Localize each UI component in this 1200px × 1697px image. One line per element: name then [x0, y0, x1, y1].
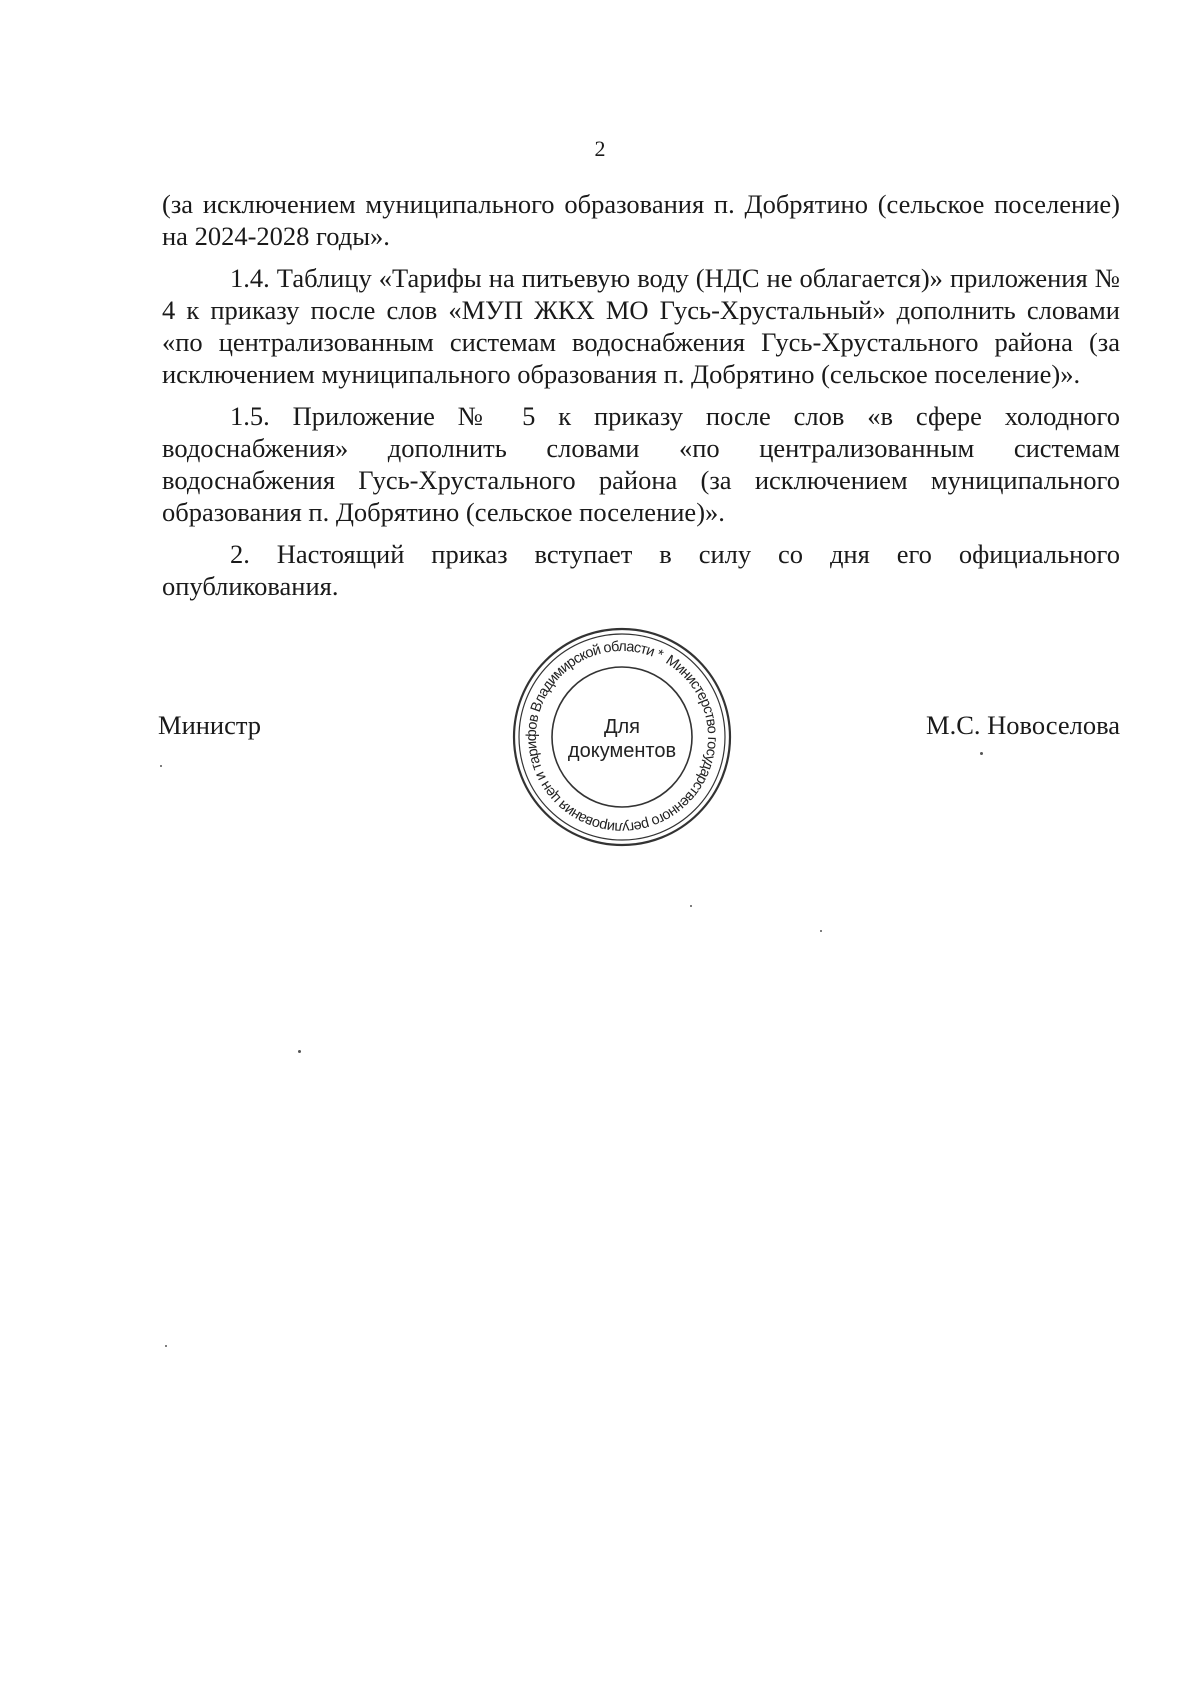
- document-body: [162, 188, 1120, 612]
- paragraph-1-5: 1.5. Приложение № 5 к приказу после слов «в сфере холодного водоснабжения» дополнить словами «по централизованным системам водоснабжения Гусь-Хрустального района (за исключением муниципального образования п. Добрятино (сельское поселение)».: [162, 401, 1120, 527]
- paragraph-continuation: (за исключением муниципального образования п. Добрятино (сельское поселение) на 2024-2028 годы».: [162, 189, 1120, 251]
- scan-speck: [980, 752, 983, 755]
- paragraph-1-4: 1.4. Таблицу «Тарифы на питьевую воду (НДС не облагается)» приложения № 4 к приказу после слов «МУП ЖКХ МО Гусь-Хрустальный» дополнить словами «по централизованным системам водоснабжения Гусь-Хрустального района (за исключением муниципального образования п. Добрятино (сельское поселение)».: [162, 263, 1120, 389]
- seal-center-text: [510, 715, 734, 763]
- seal-center-line-2: документов: [567, 740, 677, 762]
- scan-speck: [690, 905, 692, 907]
- scan-speck: [160, 765, 162, 767]
- seal-ring-text: Министерство государственного регулирования цен и тарифов Владимирской области *: [523, 638, 721, 836]
- seal-center-line-1: Для: [603, 716, 641, 738]
- scan-speck: [165, 1345, 167, 1347]
- signatory-title: Министр: [158, 710, 262, 740]
- signatory-name: М.С. Новоселова: [926, 710, 1120, 740]
- paragraph-2: 2. Настоящий приказ вступает в силу со дня его официального опубликования.: [162, 539, 1120, 601]
- official-seal: [510, 625, 734, 849]
- page-number: 2: [594, 136, 606, 161]
- scan-speck: [298, 1050, 301, 1053]
- scan-speck: [820, 930, 822, 932]
